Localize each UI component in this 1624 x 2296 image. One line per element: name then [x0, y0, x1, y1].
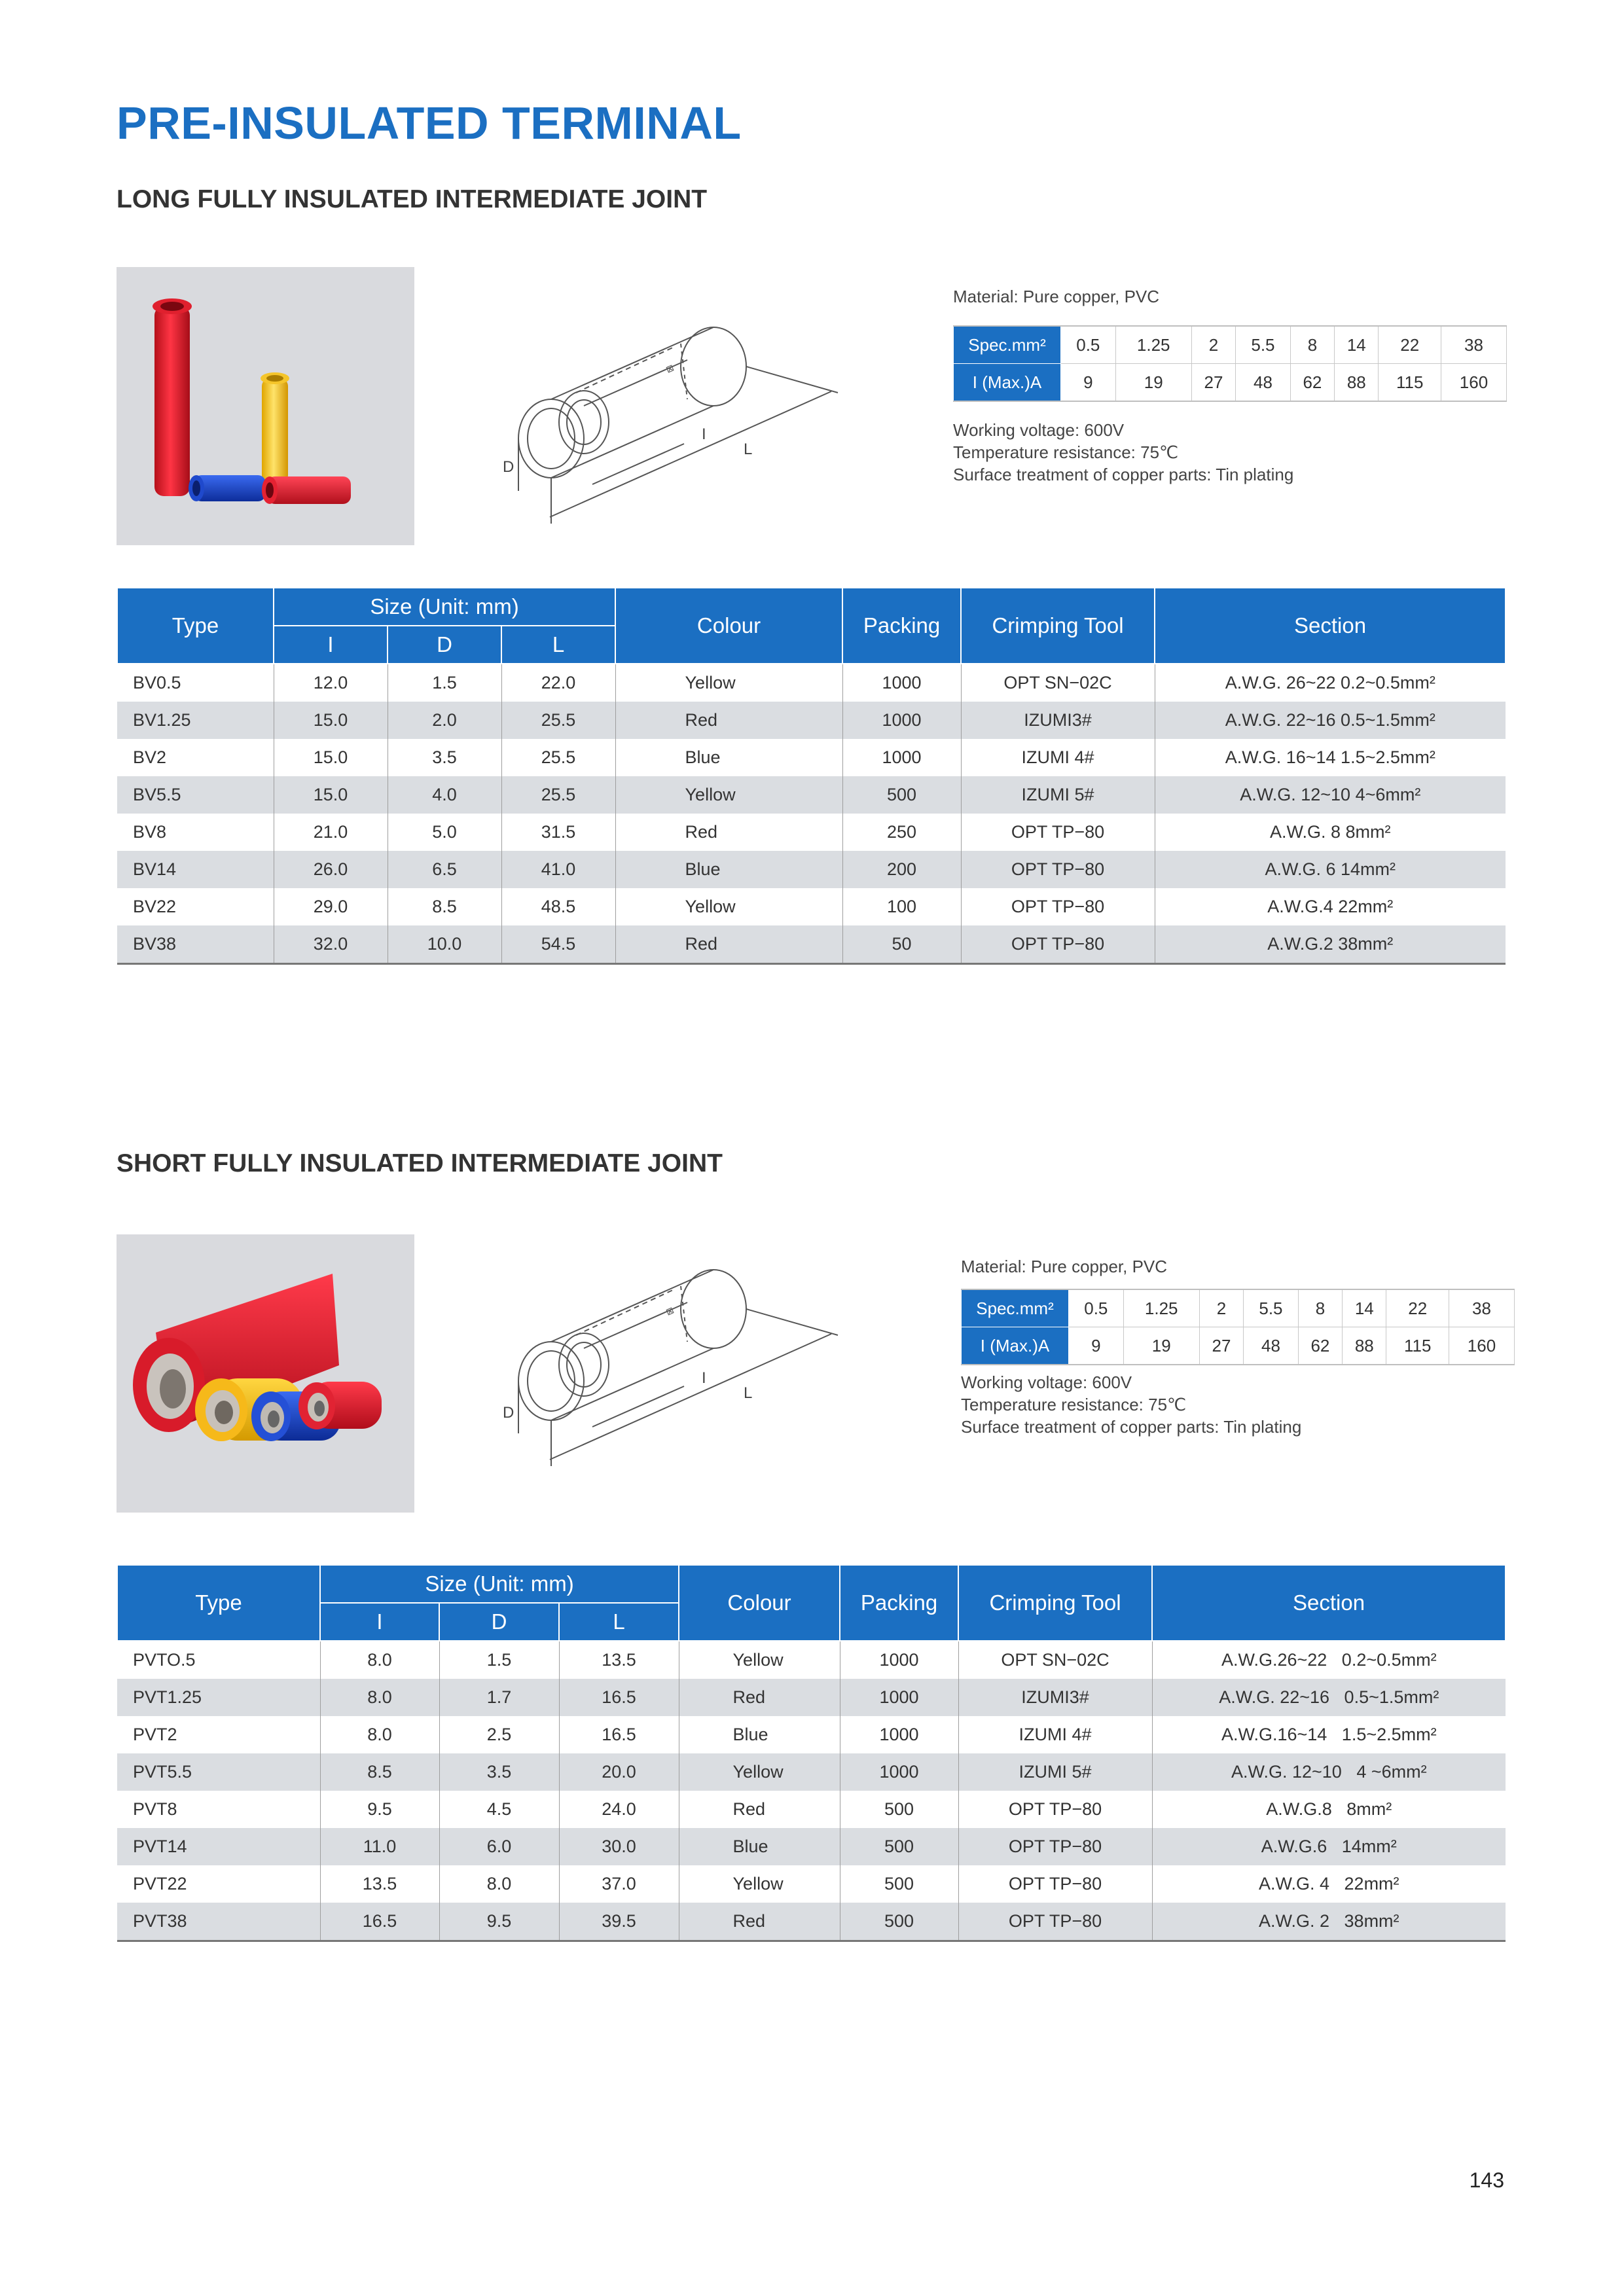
cell-size-i: 29.0 — [274, 888, 388, 925]
cell-section: A.W.G. 22~16 0.5~1.5mm² — [1155, 702, 1506, 739]
cell-crimping-tool: IZUMI 5# — [961, 776, 1155, 814]
cell-size-i: 15.0 — [274, 776, 388, 814]
header-crimping-tool: Crimping Tool — [961, 588, 1155, 664]
cell-packing: 50 — [842, 925, 961, 964]
cell-crimping-tool: IZUMI 5# — [958, 1753, 1152, 1791]
header-section: Section — [1155, 588, 1506, 664]
cell-section: A.W.G. 16~14 1.5~2.5mm² — [1225, 747, 1435, 767]
cell-packing: 200 — [842, 851, 961, 888]
table-row — [117, 702, 1506, 739]
cell-type: PVT8 — [117, 1791, 320, 1828]
cell-section: A.W.G. 12~10 4~6mm² — [1155, 776, 1506, 814]
cell-crimping-tool: OPT TP−80 — [958, 1791, 1152, 1828]
cell-size-l: 24.0 — [559, 1791, 679, 1828]
cell-section: A.W.G. 26~22 0.2~0.5mm² — [1225, 673, 1435, 692]
spec-cell: 1.25 — [1123, 1289, 1199, 1327]
spec-cell: 27 — [1191, 364, 1235, 402]
cell-type: BV8 — [117, 814, 274, 851]
cell-colour: Red — [615, 702, 842, 739]
cell-packing: 500 — [840, 1865, 958, 1903]
cell-size-l: 48.5 — [501, 888, 615, 925]
cell-crimping-tool: OPT TP−80 — [958, 1828, 1152, 1865]
table-row — [117, 1753, 1506, 1791]
cell-packing: 500 — [840, 1791, 958, 1828]
note-temperature: Temperature resistance: 75℃ — [953, 442, 1179, 462]
cell-size-l: 30.0 — [559, 1828, 679, 1865]
cell-colour: Red — [679, 1903, 840, 1941]
spec-cell: 62 — [1290, 364, 1334, 402]
cell-type: BV0.5 — [117, 664, 274, 702]
cell-type: BV2 — [117, 739, 274, 776]
cell-size-l: 20.0 — [559, 1753, 679, 1791]
spec-cell: 48 — [1244, 1327, 1299, 1365]
header-section: Section — [1152, 1565, 1506, 1641]
table-row — [117, 888, 1506, 925]
spec-cell: 8 — [1298, 1289, 1342, 1327]
cell-type: PVT1.25 — [117, 1679, 320, 1716]
cell-section: A.W.G.26~22 0.2~0.5mm² — [1221, 1650, 1437, 1670]
header-l: L — [559, 1603, 679, 1641]
cell-size-i: 21.0 — [274, 814, 388, 851]
cell-size-i: 16.5 — [320, 1903, 439, 1941]
cell-size-i: 12.0 — [274, 664, 388, 702]
spec-cell: 115 — [1379, 364, 1441, 402]
table-row — [117, 1903, 1506, 1941]
page-number: 143 — [1469, 2168, 1504, 2192]
cell-section: A.W.G.2 38mm² — [1155, 925, 1506, 964]
cell-size-d: 3.5 — [439, 1753, 559, 1791]
cell-size-d: 1.7 — [439, 1679, 559, 1716]
spec-cell: 88 — [1343, 1327, 1386, 1365]
cell-section: A.W.G.6 14mm² — [1152, 1828, 1506, 1865]
cell-size-d: 6.5 — [388, 851, 501, 888]
header-crimping-tool: Crimping Tool — [958, 1565, 1152, 1641]
cell-size-l: 54.5 — [501, 925, 615, 964]
cell-colour: Yellow — [679, 1641, 840, 1679]
spec-cell: 38 — [1449, 1289, 1515, 1327]
diagram-label-l: L — [744, 440, 753, 458]
cell-type: PVT14 — [117, 1828, 320, 1865]
cell-size-d: 10.0 — [388, 925, 501, 964]
cell-size-i: 15.0 — [274, 739, 388, 776]
cell-section: A.W.G.8 8mm² — [1266, 1799, 1392, 1819]
table-row — [117, 1865, 1506, 1903]
cell-size-i: 8.5 — [320, 1753, 439, 1791]
product-table-long — [117, 587, 1506, 965]
cell-size-d: 9.5 — [439, 1903, 559, 1941]
spec-cell: 5.5 — [1236, 326, 1291, 364]
cell-type: BV22 — [117, 888, 274, 925]
cell-size-l: 41.0 — [501, 851, 615, 888]
cell-crimping-tool: IZUMI3# — [958, 1679, 1152, 1716]
header-i: I — [320, 1603, 439, 1641]
table-row — [117, 925, 1506, 964]
cell-type: PVT38 — [117, 1903, 320, 1941]
cell-packing: 1000 — [840, 1716, 958, 1753]
spec-cell: 9 — [1069, 1327, 1124, 1365]
short-joint-dimension-diagram — [497, 1257, 864, 1479]
spec-row-mm — [962, 1289, 1515, 1327]
spec-label: Spec.mm² — [954, 326, 1061, 364]
cell-type: BV1.25 — [117, 702, 274, 739]
section-1-title: LONG FULLY INSULATED INTERMEDIATE JOINT — [117, 185, 708, 213]
spec-cell: 160 — [1441, 364, 1507, 402]
cell-packing: 1000 — [842, 739, 961, 776]
note-surface: Surface treatment of copper parts: Tin plating — [961, 1417, 1302, 1437]
spec-cell: 22 — [1379, 326, 1441, 364]
cell-size-d: 3.5 — [388, 739, 501, 776]
header-d: D — [439, 1603, 559, 1641]
spec-table — [961, 1289, 1515, 1365]
header-l: L — [501, 626, 615, 664]
svg-text:⊠: ⊠ — [664, 1304, 676, 1318]
cell-packing: 500 — [842, 776, 961, 814]
spec-table — [953, 325, 1507, 402]
section-2-title: SHORT FULLY INSULATED INTERMEDIATE JOINT — [117, 1149, 723, 1177]
page-title: PRE-INSULATED TERMINAL — [117, 98, 742, 149]
cell-colour: Red — [615, 925, 842, 964]
cell-size-l: 39.5 — [559, 1903, 679, 1941]
cell-size-d: 6.0 — [439, 1828, 559, 1865]
cell-size-d: 8.0 — [439, 1865, 559, 1903]
header-size: Size (Unit: mm) — [320, 1565, 679, 1603]
header-i: I — [274, 626, 388, 664]
cell-crimping-tool: OPT TP−80 — [958, 1903, 1152, 1941]
cell-size-l: 13.5 — [559, 1641, 679, 1679]
long-joint-dimension-diagram — [497, 301, 864, 524]
spec-row-current — [962, 1327, 1515, 1365]
spec-cell: 14 — [1335, 326, 1379, 364]
table-row — [117, 1641, 1506, 1679]
cell-crimping-tool: IZUMI3# — [961, 702, 1155, 739]
cell-section: A.W.G. 6 14mm² — [1155, 851, 1506, 888]
spec-notes — [961, 1371, 1301, 1438]
spec-label: I (Max.)A — [962, 1327, 1069, 1365]
cell-size-d: 4.5 — [439, 1791, 559, 1828]
header-d: D — [388, 626, 501, 664]
cell-packing: 100 — [842, 888, 961, 925]
spec-cell: 62 — [1298, 1327, 1342, 1365]
cell-size-l: 25.5 — [501, 776, 615, 814]
cell-colour: Blue — [615, 851, 842, 888]
note-voltage: Working voltage: 600V — [961, 1372, 1132, 1392]
product-photo-long-joint — [117, 267, 414, 545]
table-row — [117, 1679, 1506, 1716]
cell-section: A.W.G. 2 38mm² — [1152, 1903, 1506, 1941]
cell-packing: 1000 — [840, 1679, 958, 1716]
cell-type: BV14 — [117, 851, 274, 888]
cell-packing: 1000 — [842, 664, 961, 702]
cell-packing: 500 — [840, 1903, 958, 1941]
cell-section: A.W.G.16~14 1.5~2.5mm² — [1221, 1725, 1437, 1744]
spec-cell: 1.25 — [1115, 326, 1191, 364]
short-joint-illustration — [117, 1234, 414, 1513]
spec-notes — [953, 419, 1293, 486]
cell-crimping-tool: OPT TP−80 — [958, 1865, 1152, 1903]
cell-colour: Blue — [615, 739, 842, 776]
spec-cell: 48 — [1236, 364, 1291, 402]
table-row — [117, 1791, 1506, 1828]
cell-size-d: 5.0 — [388, 814, 501, 851]
cell-crimping-tool: OPT TP−80 — [961, 925, 1155, 964]
cell-section: A.W.G. 4 22mm² — [1259, 1874, 1399, 1893]
material-text: Material: Pure copper, PVC — [953, 287, 1160, 306]
cell-packing: 1000 — [840, 1753, 958, 1791]
spec-cell: 14 — [1343, 1289, 1386, 1327]
cell-size-l: 16.5 — [559, 1679, 679, 1716]
diagram-label-d: D — [503, 1404, 514, 1422]
cell-crimping-tool: OPT SN−02C — [961, 664, 1155, 702]
cell-crimping-tool: OPT TP−80 — [961, 888, 1155, 925]
cell-size-l: 25.5 — [501, 702, 615, 739]
header-type: Type — [117, 588, 274, 664]
spec-cell: 2 — [1199, 1289, 1243, 1327]
cell-section: A.W.G. 12~10 4 ~6mm² — [1152, 1753, 1506, 1791]
spec-cell: 88 — [1335, 364, 1379, 402]
long-joint-illustration — [117, 267, 414, 545]
spec-cell: 19 — [1123, 1327, 1199, 1365]
spec-row-mm — [954, 326, 1507, 364]
table-row — [117, 814, 1506, 851]
spec-cell: 22 — [1386, 1289, 1449, 1327]
spec-cell: 0.5 — [1069, 1289, 1124, 1327]
cell-packing: 500 — [840, 1828, 958, 1865]
svg-text:⊠: ⊠ — [664, 362, 676, 375]
cell-colour: Red — [679, 1679, 840, 1716]
spec-label: Spec.mm² — [962, 1289, 1069, 1327]
cell-type: PVTO.5 — [117, 1641, 320, 1679]
cell-colour: Yellow — [615, 664, 842, 702]
cell-section: A.W.G. 8 8mm² — [1270, 822, 1391, 842]
cell-crimping-tool: IZUMI 4# — [958, 1716, 1152, 1753]
cell-packing: 250 — [842, 814, 961, 851]
header-size: Size (Unit: mm) — [274, 588, 615, 626]
spec-cell: 2 — [1191, 326, 1235, 364]
cell-colour: Yellow — [615, 888, 842, 925]
cell-size-l: 25.5 — [501, 739, 615, 776]
note-voltage: Working voltage: 600V — [953, 420, 1125, 440]
cell-colour: Yellow — [679, 1865, 840, 1903]
diagram-label-i: I — [702, 1369, 706, 1387]
cell-size-i: 8.0 — [320, 1716, 439, 1753]
cell-colour: Yellow — [679, 1753, 840, 1791]
cell-packing: 1000 — [842, 702, 961, 739]
table-row — [117, 776, 1506, 814]
cell-crimping-tool: OPT TP−80 — [961, 851, 1155, 888]
spec-cell: 8 — [1290, 326, 1334, 364]
table-row — [117, 739, 1506, 776]
spec-cell: 0.5 — [1061, 326, 1116, 364]
product-table-short — [117, 1564, 1506, 1942]
table-row — [117, 1828, 1506, 1865]
header-colour: Colour — [615, 588, 842, 664]
cell-size-d: 2.5 — [439, 1716, 559, 1753]
table-row — [117, 664, 1506, 702]
cell-size-i: 8.0 — [320, 1679, 439, 1716]
cell-colour: Yellow — [615, 776, 842, 814]
cell-colour: Red — [615, 814, 842, 851]
note-temperature: Temperature resistance: 75℃ — [961, 1395, 1187, 1414]
cell-type: PVT22 — [117, 1865, 320, 1903]
cell-size-d: 1.5 — [388, 664, 501, 702]
cell-size-i: 15.0 — [274, 702, 388, 739]
header-colour: Colour — [679, 1565, 840, 1641]
note-surface: Surface treatment of copper parts: Tin plating — [953, 465, 1294, 484]
cell-size-l: 37.0 — [559, 1865, 679, 1903]
spec-cell: 19 — [1115, 364, 1191, 402]
cell-size-d: 1.5 — [439, 1641, 559, 1679]
cell-type: BV5.5 — [117, 776, 274, 814]
diagram-label-l: L — [744, 1384, 753, 1402]
cell-packing: 1000 — [840, 1641, 958, 1679]
cell-section: A.W.G.4 22mm² — [1267, 897, 1394, 916]
diagram-label-d: D — [503, 458, 514, 476]
header-packing: Packing — [840, 1565, 958, 1641]
product-photo-short-joint — [117, 1234, 414, 1513]
cell-type: PVT2 — [117, 1716, 320, 1753]
spec-cell: 38 — [1441, 326, 1507, 364]
header-type: Type — [117, 1565, 320, 1641]
cell-type: BV38 — [117, 925, 274, 964]
spec-cell: 27 — [1199, 1327, 1243, 1365]
cell-section: A.W.G. 22~16 0.5~1.5mm² — [1152, 1679, 1506, 1716]
cell-size-l: 31.5 — [501, 814, 615, 851]
cell-colour: Blue — [679, 1716, 840, 1753]
cell-size-l: 16.5 — [559, 1716, 679, 1753]
cell-size-i: 26.0 — [274, 851, 388, 888]
material-text: Material: Pure copper, PVC — [961, 1257, 1168, 1276]
cell-size-d: 4.0 — [388, 776, 501, 814]
spec-cell: 160 — [1449, 1327, 1515, 1365]
spec-cell: 5.5 — [1244, 1289, 1299, 1327]
spec-cell: 9 — [1061, 364, 1116, 402]
cell-crimping-tool: OPT SN−02C — [958, 1641, 1152, 1679]
cell-size-l: 22.0 — [501, 664, 615, 702]
header-packing: Packing — [842, 588, 961, 664]
cell-size-i: 9.5 — [320, 1791, 439, 1828]
cell-size-i: 11.0 — [320, 1828, 439, 1865]
cell-crimping-tool: OPT TP−80 — [961, 814, 1155, 851]
cell-type: PVT5.5 — [117, 1753, 320, 1791]
cell-crimping-tool: IZUMI 4# — [961, 739, 1155, 776]
cell-size-i: 13.5 — [320, 1865, 439, 1903]
cell-colour: Blue — [679, 1828, 840, 1865]
table-row — [117, 1716, 1506, 1753]
spec-row-current — [954, 364, 1507, 402]
cell-size-d: 8.5 — [388, 888, 501, 925]
spec-cell: 115 — [1386, 1327, 1449, 1365]
diagram-label-i: I — [702, 425, 706, 443]
spec-label: I (Max.)A — [954, 364, 1061, 402]
cell-colour: Red — [679, 1791, 840, 1828]
cell-size-d: 2.0 — [388, 702, 501, 739]
cell-size-i: 8.0 — [320, 1641, 439, 1679]
cell-size-i: 32.0 — [274, 925, 388, 964]
table-row — [117, 851, 1506, 888]
